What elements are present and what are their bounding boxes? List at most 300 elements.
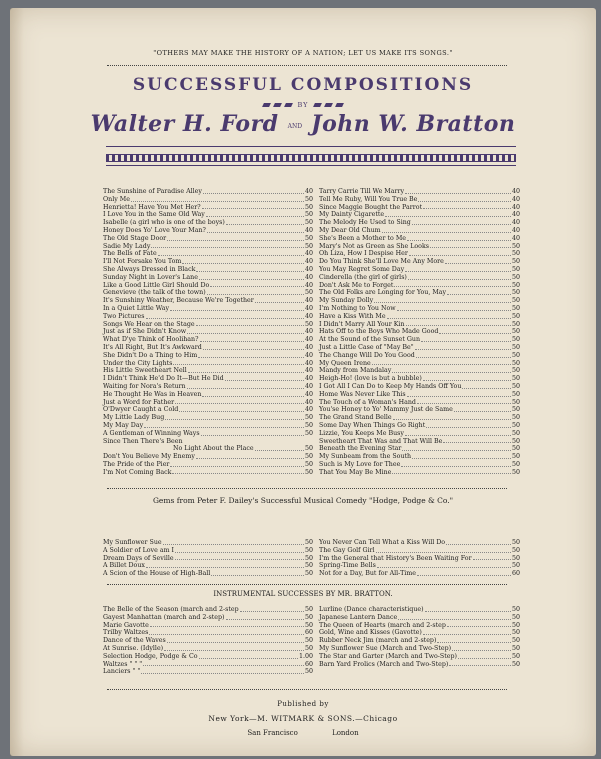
- dot-leader: [151, 243, 304, 249]
- song-title: Marie Gavotte: [103, 621, 149, 629]
- list-item: [319, 614, 520, 622]
- song-title: Songs We Hear on the Stage: [103, 320, 195, 328]
- dot-leader: [210, 282, 304, 288]
- list-item: [319, 399, 520, 407]
- list-item: [103, 211, 313, 219]
- song-title: Gold, Wine and Kisses (Gavotte): [319, 629, 422, 637]
- dot-leader: [196, 266, 304, 272]
- song-price: 50: [304, 219, 313, 227]
- dot-leader: [202, 391, 304, 397]
- dot-leader: [170, 305, 304, 311]
- list-item: [103, 313, 313, 321]
- song-title: Dance of the Waves: [103, 637, 166, 645]
- dot-leader: [393, 414, 511, 420]
- song-title: My Dear Old Chum: [319, 226, 381, 234]
- song-list-right: [319, 188, 520, 476]
- ornament-icon: [313, 103, 322, 107]
- song-title: Oh Liza, How I Despise Her: [319, 250, 408, 258]
- dot-leader: [458, 653, 511, 659]
- dot-leader: [172, 469, 304, 475]
- song-price: 50: [511, 343, 520, 351]
- song-title: The Queen of Hearts (march and 2-step: [319, 621, 446, 629]
- song-title: No Light About the Place: [173, 445, 254, 453]
- song-title: A Gentleman of Winning Ways: [103, 429, 200, 437]
- song-title: The Grand Stand Belle: [319, 414, 392, 422]
- dot-leader: [452, 645, 511, 651]
- song-title: I'm Nothing to You Now: [319, 304, 396, 312]
- list-item: [103, 375, 313, 383]
- song-title: A Soldier of Love am I: [103, 546, 175, 554]
- list-item: [103, 360, 313, 368]
- dot-leader: [372, 360, 511, 366]
- song-price: 40: [511, 203, 520, 211]
- song-title: I Love You in the Same Old Way: [103, 211, 205, 219]
- dot-leader: [226, 219, 304, 225]
- song-price: 50: [511, 351, 520, 359]
- song-title: I'll Not Forsake You Tom: [103, 258, 182, 266]
- list-item: [103, 661, 313, 669]
- song-title: The Star and Garter (March and Two-Step): [319, 652, 457, 660]
- song-price: 40: [304, 258, 313, 266]
- list-item: [319, 258, 520, 266]
- list-item: [319, 196, 520, 204]
- song-title: I'm the General that History's Been Waiting For: [319, 554, 472, 562]
- song-title: Henrietta! Have You Met Her?: [103, 203, 201, 211]
- divider: [107, 488, 507, 489]
- instrumental-list-right: [319, 606, 520, 668]
- list-item: [103, 204, 313, 212]
- dot-leader: [454, 406, 511, 412]
- list-item: [103, 282, 313, 290]
- song-title: At the Sound of the Sunset Gun: [319, 336, 421, 344]
- dot-leader: [437, 637, 511, 643]
- ornament-icon: [335, 103, 344, 107]
- song-price: 40: [304, 343, 313, 351]
- dot-leader: [423, 204, 511, 210]
- song-title: O'Dwyer Caught a Cold: [103, 406, 179, 414]
- song-price: 50: [511, 320, 520, 328]
- song-title: The Touch of a Woman's Hand: [319, 398, 416, 406]
- list-item: [103, 219, 313, 227]
- dot-leader: [415, 344, 511, 350]
- list-item: [319, 360, 520, 368]
- list-item: [319, 282, 520, 290]
- song-price: 50: [304, 203, 313, 211]
- dot-leader: [423, 629, 511, 635]
- song-price: 50: [511, 390, 520, 398]
- song-price: 50: [304, 234, 313, 242]
- dot-leader: [182, 258, 304, 264]
- song-price: 50: [511, 258, 520, 266]
- song-price: 40: [304, 375, 313, 383]
- song-price: 40: [304, 304, 313, 312]
- tagline: "OTHERS MAY MAKE THE HISTORY OF A NATION; LET US MAKE ITS SONGS.": [153, 49, 453, 57]
- song-title: Lizzie, You Keeps Me Busy: [319, 429, 404, 437]
- dot-leader: [206, 211, 304, 217]
- song-price: 40: [304, 390, 313, 398]
- list-item: [103, 399, 313, 407]
- list-item: [319, 606, 520, 614]
- song-title: My Dainty Cigarette: [319, 211, 385, 219]
- list-item: [319, 645, 520, 653]
- list-item: [319, 305, 520, 313]
- list-item: [103, 645, 313, 653]
- list-item: [103, 321, 313, 329]
- song-list-left: [103, 188, 313, 476]
- song-title: She's Been a Mother to Me: [319, 234, 407, 242]
- song-price: 50: [511, 637, 520, 645]
- dot-leader: [421, 336, 511, 342]
- song-title: Not for a Day, But for All-Time: [319, 570, 416, 578]
- dot-leader: [387, 313, 511, 319]
- authors: [10, 111, 596, 137]
- song-price: 50: [304, 421, 313, 429]
- dot-leader: [255, 297, 304, 303]
- song-title: Just as if She Didn't Know: [103, 328, 187, 336]
- list-item: [103, 606, 313, 614]
- song-title: Sweetheart That Was and That Will Be: [319, 437, 443, 445]
- song-price: 40: [304, 336, 313, 344]
- list-item: [319, 383, 520, 391]
- ornament-icon: [263, 103, 272, 107]
- song-price: 50: [511, 437, 520, 445]
- song-price: 40: [304, 359, 313, 367]
- dot-leader: [445, 258, 511, 264]
- dot-leader: [207, 289, 304, 295]
- list-item: [103, 235, 313, 243]
- song-price: 50: [511, 242, 520, 250]
- song-title: Mandy from Mandalay: [319, 367, 392, 375]
- song-title: It's All Right, But It's Awkward: [103, 343, 202, 351]
- song-price: 50: [511, 414, 520, 422]
- song-price: 50: [511, 644, 520, 652]
- dot-leader: [199, 653, 298, 659]
- list-item: [319, 344, 520, 352]
- song-title: Tell Me Ruby, Will You True Be: [319, 195, 418, 203]
- song-title: Lanciers " ": [103, 668, 141, 676]
- dot-leader: [405, 430, 511, 436]
- song-price: 40: [304, 188, 313, 195]
- song-title: I'm Not Coming Back: [103, 468, 172, 476]
- dot-leader: [146, 313, 304, 319]
- song-price: 50: [511, 453, 520, 461]
- gems-heading: Gems from Peter F. Dailey's Successful Musical Comedy "Hodge, Podge & Co.": [152, 496, 454, 505]
- song-title: At Sunrise. (Idylle): [103, 644, 164, 652]
- list-item: [319, 562, 520, 570]
- publisher-name: New York—M. WITMARK & SONS.—Chicago: [208, 714, 398, 723]
- song-title: The Gay Golf Girl: [319, 546, 375, 554]
- song-title: My Queen Irene: [319, 359, 371, 367]
- song-price: 50: [511, 375, 520, 383]
- dot-leader: [211, 570, 304, 576]
- song-price: 40: [304, 297, 313, 305]
- song-price: 50: [511, 613, 520, 621]
- dot-leader: [226, 614, 304, 620]
- song-title: You May Regret Some Day: [319, 265, 405, 273]
- song-price: 40: [304, 351, 313, 359]
- song-title: The Sunshine of Paradise Alley: [103, 188, 202, 195]
- song-title: Lurline (Dance characteristique): [319, 606, 424, 613]
- list-item: [319, 375, 520, 383]
- dot-leader: [423, 375, 511, 381]
- dot-leader: [409, 250, 511, 256]
- song-price: 40: [304, 382, 313, 390]
- ornament-icon: [274, 103, 283, 107]
- song-price: 50: [511, 460, 520, 468]
- song-title: Heigh-Ho! (love is but a bubble): [319, 375, 422, 383]
- dot-leader: [187, 383, 304, 389]
- dot-leader: [412, 453, 511, 459]
- song-title: Rubber Neck Jim (march and 2-step): [319, 637, 437, 645]
- song-price: 50: [304, 445, 313, 453]
- dot-leader: [405, 188, 511, 194]
- song-price: 50: [304, 570, 313, 578]
- song-price: 50: [304, 453, 313, 461]
- song-price: 50: [511, 304, 520, 312]
- song-title: Dream Days of Seville: [103, 554, 174, 562]
- dot-leader: [143, 661, 304, 667]
- list-item: [319, 328, 520, 336]
- divider: [107, 584, 507, 585]
- dot-leader: [439, 328, 511, 334]
- dot-leader: [376, 547, 511, 553]
- list-item: [103, 406, 313, 414]
- list-item: [319, 555, 520, 563]
- dot-leader: [449, 661, 511, 667]
- list-item: [319, 661, 520, 669]
- dot-leader: [401, 461, 511, 467]
- song-price: 40: [511, 234, 520, 242]
- list-item: [103, 336, 313, 344]
- song-title: The Bells of Fate: [103, 250, 157, 258]
- song-title: Just a Little Case of "May Be": [319, 343, 414, 351]
- list-item: [319, 297, 520, 305]
- dot-leader: [175, 547, 304, 553]
- song-title: Cinderella (the girl of girls): [319, 273, 407, 281]
- list-item: [103, 453, 313, 461]
- ornament-icon: [324, 103, 333, 107]
- song-price: 40: [511, 188, 520, 195]
- dot-leader: [385, 211, 511, 217]
- song-title: The Belle of the Season (march and 2-step: [103, 606, 239, 613]
- dot-leader: [397, 305, 511, 311]
- song-title: My Sunflower Sue (March and Two-Step): [319, 644, 452, 652]
- list-item: [319, 352, 520, 360]
- list-item: [319, 469, 520, 477]
- song-title: Trilby Waltzes: [103, 629, 149, 637]
- song-price: 50: [511, 406, 520, 414]
- dot-leader: [412, 219, 511, 225]
- list-item: [103, 344, 313, 352]
- dot-leader: [149, 629, 304, 635]
- list-item: [103, 622, 313, 630]
- song-price: 50: [304, 460, 313, 468]
- and-label: AND: [287, 123, 303, 130]
- song-title: Home Was Never Like This: [319, 390, 406, 398]
- song-title: A Billet Doux: [103, 562, 145, 570]
- list-item: [319, 629, 520, 637]
- song-price: 40: [304, 250, 313, 258]
- dot-leader: [447, 622, 511, 628]
- dot-leader: [175, 399, 304, 405]
- song-price: 50: [304, 546, 313, 554]
- song-title: I Got All I Can Do to Keep My Hands Off You: [319, 382, 462, 390]
- song-title: I Didn't Marry All Your Kin: [319, 320, 405, 328]
- list-item: [103, 383, 313, 391]
- dot-leader: [200, 336, 304, 342]
- divider: [106, 146, 516, 147]
- song-price: 50: [511, 606, 520, 613]
- dot-leader: [146, 562, 304, 568]
- dot-leader: [462, 383, 511, 389]
- song-price: 50: [304, 621, 313, 629]
- song-title: The Change Will Do You Good: [319, 351, 415, 359]
- dot-leader: [377, 562, 511, 568]
- song-title: Sadie My Lady: [103, 242, 151, 250]
- by-label: BY: [297, 101, 309, 109]
- author-bratton: John W. Bratton: [311, 111, 516, 137]
- list-item: [103, 668, 313, 676]
- song-price: 50: [511, 468, 520, 476]
- dot-leader: [447, 289, 511, 295]
- list-item: [103, 438, 313, 446]
- song-price: 50: [511, 382, 520, 390]
- gems-list-left: [103, 539, 313, 578]
- dot-leader: [416, 352, 511, 358]
- song-title: Don't You Believe My Enemy: [103, 453, 195, 461]
- song-price: 50: [304, 637, 313, 645]
- song-price: 40: [304, 312, 313, 320]
- song-price: 50: [511, 398, 520, 406]
- song-price: 50: [304, 606, 313, 613]
- song-price: 50: [304, 468, 313, 476]
- list-item: [319, 391, 520, 399]
- list-item: [319, 336, 520, 344]
- list-item: [103, 289, 313, 297]
- dot-leader: [170, 461, 304, 467]
- list-item: [319, 211, 520, 219]
- list-item: [103, 188, 313, 196]
- list-item: [103, 653, 313, 661]
- dot-leader: [417, 399, 511, 405]
- dot-leader: [131, 196, 304, 202]
- list-item: [319, 250, 520, 258]
- song-title: My Little Lady Bug: [103, 414, 165, 422]
- song-title: Since Maggie Bought the Parrot: [319, 203, 423, 211]
- song-price: 50: [304, 414, 313, 422]
- gems-list-right: [319, 539, 520, 578]
- song-price: 50: [304, 195, 313, 203]
- song-price: 50: [511, 281, 520, 289]
- song-title: Such is My Love for Thee: [319, 460, 401, 468]
- song-title: You'se Honey to Yo' Mammy Just de Same: [319, 406, 453, 414]
- list-item: [103, 547, 313, 555]
- dot-leader: [202, 204, 304, 210]
- dot-leader: [188, 367, 304, 373]
- song-title: Do You Think She'll Love Me Any More: [319, 258, 444, 266]
- song-price: 50: [511, 554, 520, 562]
- sheet-music-back-cover: [10, 8, 596, 756]
- song-price: 50: [304, 644, 313, 652]
- list-item: [319, 445, 520, 453]
- dot-leader: [203, 344, 304, 350]
- dot-leader: [374, 297, 511, 303]
- list-item: [319, 547, 520, 555]
- song-price: 50: [304, 320, 313, 328]
- song-title: I Didn't Think He'd Do It—But He Did: [103, 375, 224, 383]
- list-item: [103, 297, 313, 305]
- list-item: [103, 305, 313, 313]
- dot-leader: [402, 445, 511, 451]
- song-price: 50: [511, 562, 520, 570]
- song-price: 50: [304, 613, 313, 621]
- song-price: 50: [511, 359, 520, 367]
- song-title: My Sunflower Sue: [103, 539, 162, 546]
- list-item: [103, 258, 313, 266]
- song-title: My Sunbeam from the South: [319, 453, 412, 461]
- song-title: Isabelle (a girl who is one of the boys): [103, 219, 225, 227]
- list-item: [319, 219, 520, 227]
- song-title: Don't Ask Me to Forget: [319, 281, 394, 289]
- dot-leader: [167, 235, 304, 241]
- list-item: [319, 430, 520, 438]
- dot-leader: [179, 406, 304, 412]
- song-title: The Melody He Used to Sing: [319, 219, 411, 227]
- song-price: 40: [304, 398, 313, 406]
- list-item: [319, 266, 520, 274]
- list-item: [103, 570, 313, 578]
- dot-leader: [408, 274, 511, 280]
- song-price: 40: [304, 265, 313, 273]
- song-price: 60: [511, 570, 520, 578]
- song-price: 50: [511, 273, 520, 281]
- song-price: 40: [511, 226, 520, 234]
- list-item: [319, 204, 520, 212]
- list-item: [103, 629, 313, 637]
- song-price: 50: [511, 250, 520, 258]
- by-line: [10, 101, 596, 109]
- dot-leader: [405, 266, 511, 272]
- song-title: A Scion of the House of High-Ball: [103, 570, 211, 578]
- dot-leader: [201, 430, 304, 436]
- song-title: She Always Dressed in Black: [103, 265, 196, 273]
- song-title: Some Day When Things Go Right: [319, 421, 426, 429]
- dot-leader: [187, 328, 304, 334]
- song-price: 50: [511, 539, 520, 546]
- dot-leader: [425, 606, 511, 612]
- song-title: Spring-Time Bells: [319, 562, 376, 570]
- song-title: The Old Folks are Longing for You, May: [319, 289, 447, 297]
- decorative-border: [106, 154, 516, 162]
- list-item: [103, 555, 313, 563]
- list-item: [103, 266, 313, 274]
- song-title: Hats Off to the Boys Who Made Good: [319, 328, 439, 336]
- song-price: 40: [304, 281, 313, 289]
- list-item: [103, 637, 313, 645]
- song-title: His Little Sweetheart Nell: [103, 367, 187, 375]
- dot-leader: [418, 196, 511, 202]
- song-price: 50: [511, 546, 520, 554]
- dot-leader: [198, 352, 304, 358]
- list-item: [103, 274, 313, 282]
- dot-leader: [173, 360, 304, 366]
- list-item: [103, 414, 313, 422]
- dot-leader: [398, 614, 511, 620]
- song-price: 50: [511, 629, 520, 637]
- song-price: 50: [511, 367, 520, 375]
- list-item: [103, 445, 313, 453]
- list-item: [103, 469, 313, 477]
